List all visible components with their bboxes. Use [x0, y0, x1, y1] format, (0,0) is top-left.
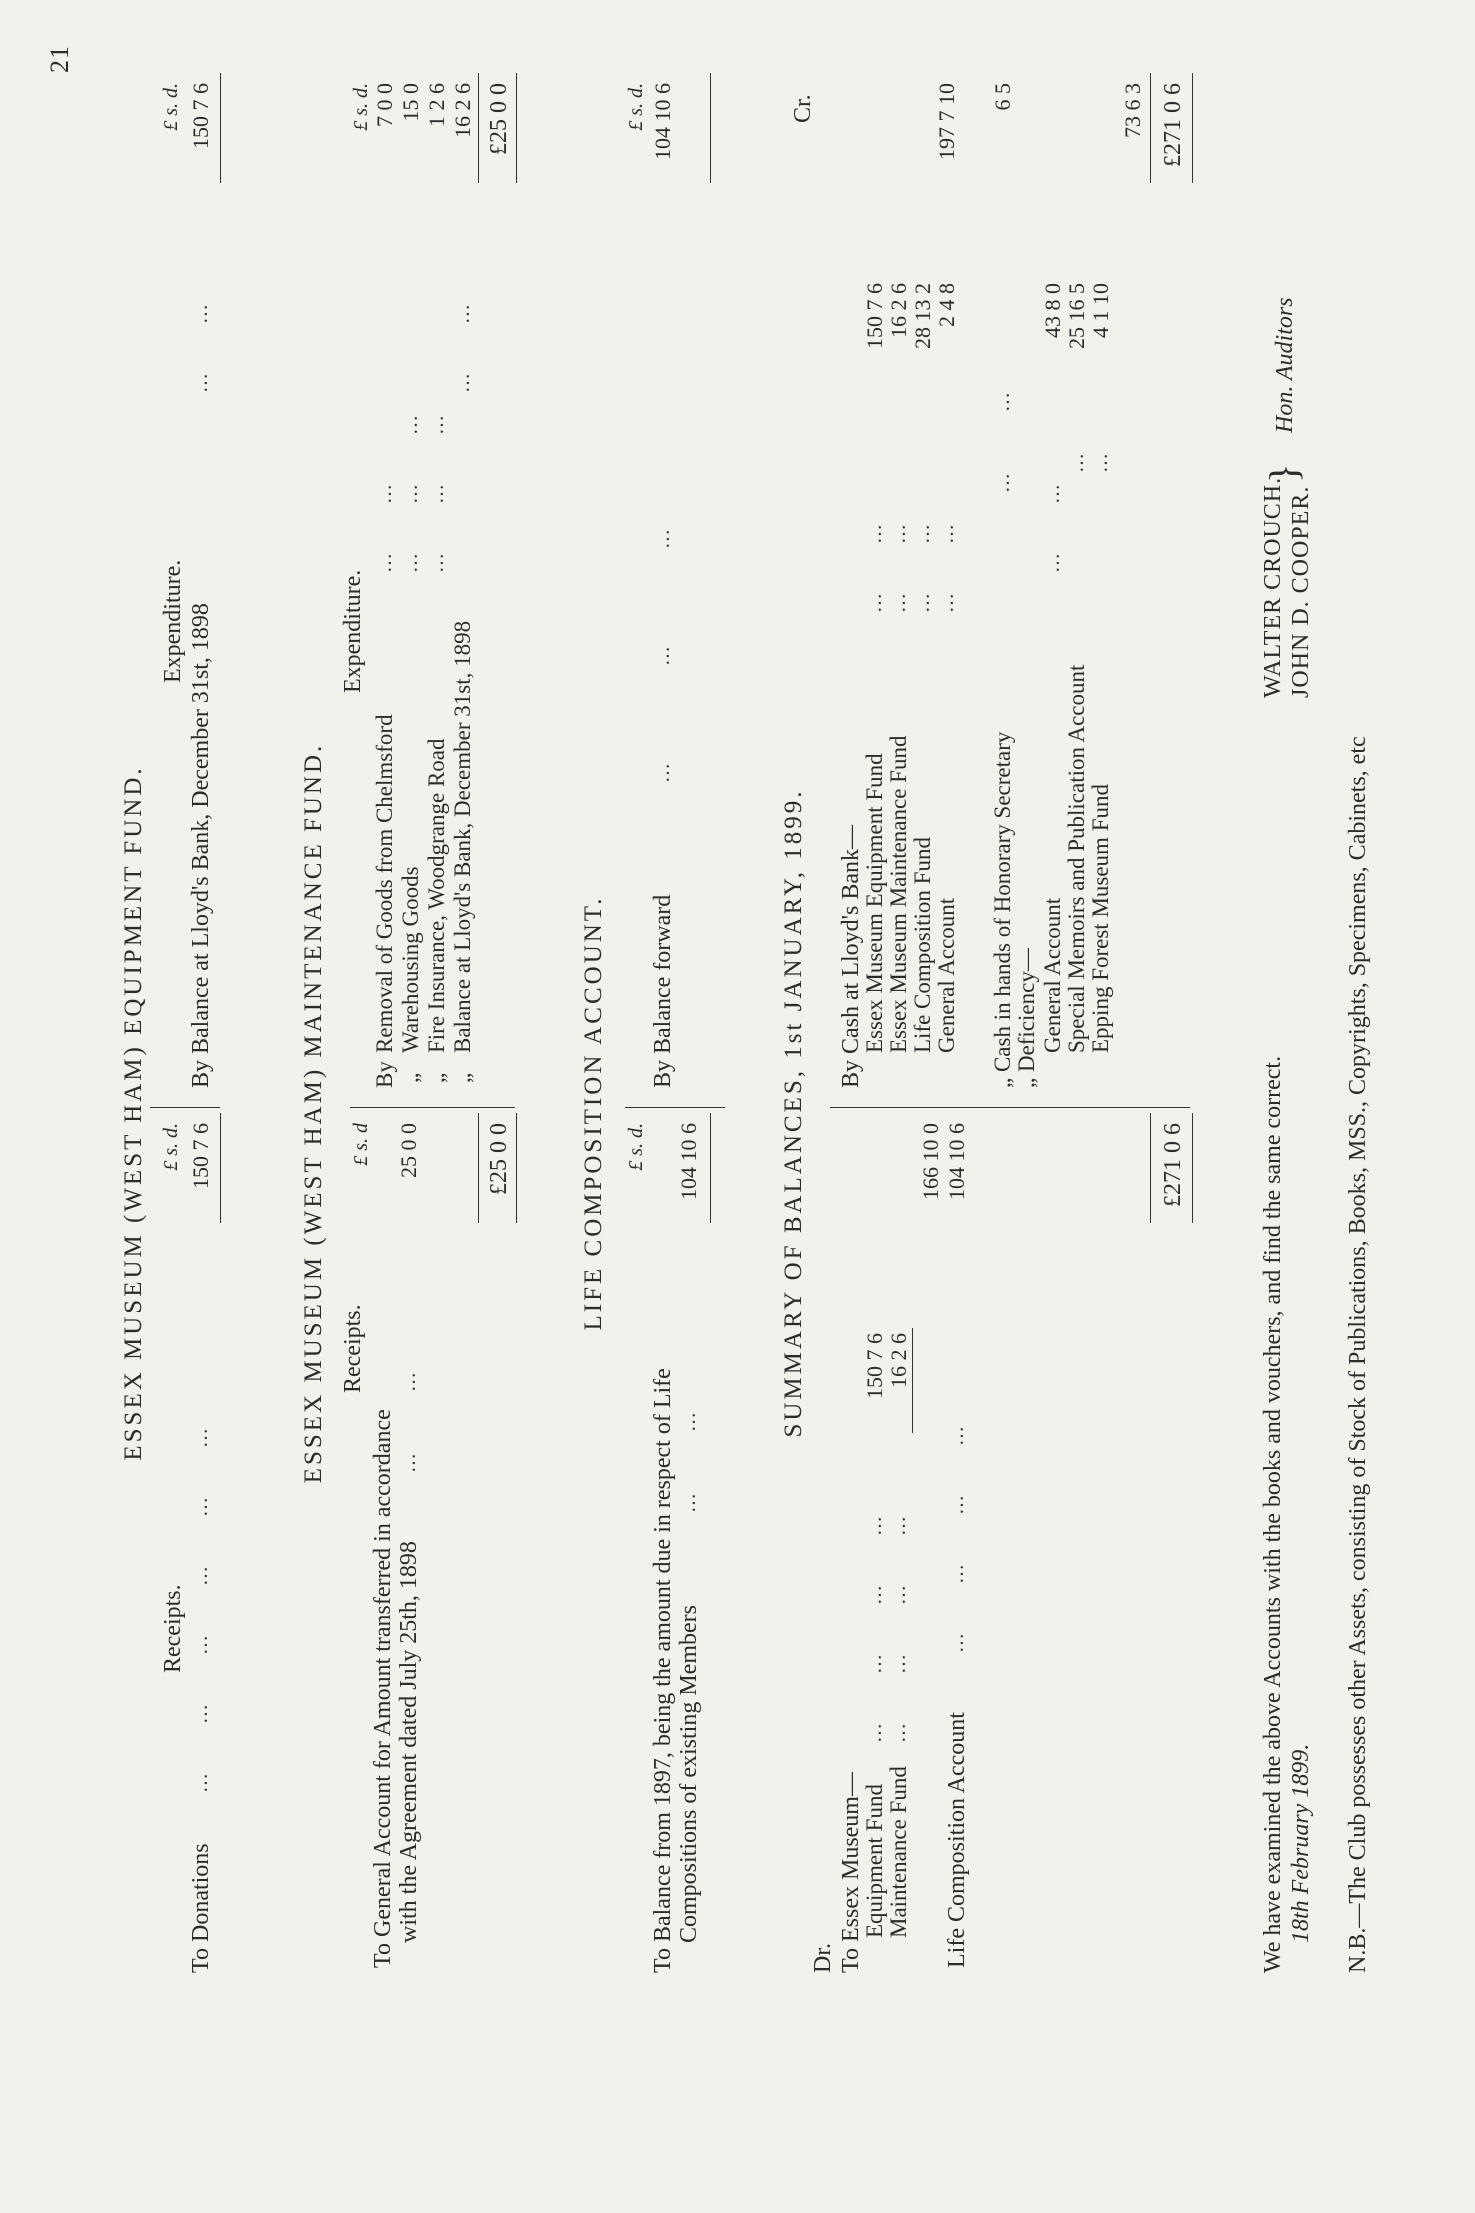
summary-bank-item-4-label: General Account: [934, 897, 959, 1053]
life-receipt-amount: 104 10 6: [676, 1123, 701, 1200]
summary-left-item-2-amount: 16 2 6: [886, 1333, 911, 1388]
summary-bank-item-4-amount: 2 4 8: [934, 283, 959, 327]
summary-right-total: £271 0 6: [1160, 83, 1186, 167]
summary-left-heading: To Essex Museum—: [838, 1772, 864, 1973]
maintenance-exp-4-prefix: „: [450, 1072, 475, 1083]
summary-deficiency-item-3-amount: 4 1 10: [1088, 283, 1113, 338]
summary-right-heading: By Cash at Lloyd's Bank—: [838, 825, 864, 1088]
summary-bank-item-1-label: Essex Museum Equipment Fund: [862, 753, 887, 1053]
equipment-expenditure-label: Expenditure.: [160, 559, 186, 683]
summary-deficiency-item-3-label: Epping Forest Museum Fund: [1088, 784, 1113, 1053]
summary-left-item-1-amount: 150 7 6: [862, 1333, 887, 1399]
maintenance-receipt-line-2: with the Agreement dated July 25th, 1898: [396, 1541, 422, 1943]
summary-life-amount: 104 10 6: [944, 1123, 969, 1200]
maintenance-receipt-total: £25 0 0: [486, 1123, 512, 1195]
equipment-fund-title: ESSEX MUSEUM (WEST HAM) EQUIPMENT FUND.: [120, 765, 147, 1461]
summary-bank-item-1-amount: 150 7 6: [862, 283, 887, 349]
life-expenditure-line: By Balance forward: [650, 894, 676, 1088]
maintenance-exp-1-prefix: By: [372, 1061, 397, 1088]
summary-deficiency-item-1-amount: 43 8 0: [1040, 283, 1065, 338]
equipment-expenditure-amount: 150 7 6: [188, 83, 213, 149]
life-currency-right: £ s. d.: [625, 83, 647, 131]
maintenance-exp-2-label: Warehousing Goods: [398, 866, 423, 1053]
life-receipt-line-2: Compositions of existing Members: [676, 1605, 702, 1943]
maintenance-exp-3-label: Fire Insurance, Woodgrange Road: [424, 738, 449, 1053]
summary-deficiency-item-1-label: General Account: [1040, 897, 1065, 1053]
equipment-receipt-line: To Donations: [188, 1843, 214, 1973]
equipment-receipt-amount: 150 7 6: [188, 1123, 213, 1189]
summary-title: SUMMARY OF BALANCES, 1st JANUARY, 1899.: [780, 788, 807, 1438]
maintenance-exp-3-prefix: „: [424, 1072, 449, 1083]
equipment-receipts-label: Receipts.: [160, 1584, 186, 1673]
summary-bank-item-3-amount: 28 13 2: [910, 283, 935, 349]
equipment-currency-left: £ s. d.: [160, 1123, 182, 1171]
life-receipt-line-1: To Balance from 1897, being the amount due in respect of Life: [650, 1368, 676, 1973]
audit-role: Hon. Auditors: [1272, 297, 1298, 433]
maintenance-receipt-line-1: To General Account for Amount transferred in accordance: [370, 1409, 396, 1968]
life-currency-left: £ s. d.: [625, 1123, 647, 1171]
summary-left-item-1-label: Equipment Fund: [862, 1784, 887, 1938]
equipment-currency-right: £ s. d.: [160, 83, 182, 131]
maintenance-exp-1-label: Removal of Goods from Chelmsford: [372, 714, 397, 1053]
maintenance-fund-title: ESSEX MUSEUM (WEST HAM) MAINTENANCE FUND.: [300, 742, 327, 1484]
summary-left-total: £271 0 6: [1160, 1123, 1186, 1207]
maintenance-currency-right: £ s. d.: [350, 83, 372, 131]
audit-statement: We have examined the above Accounts with the books and vouchers, and find the same correct.: [1260, 1055, 1286, 1973]
maintenance-exp-4-amount: 16 2 6: [450, 83, 475, 138]
maintenance-exp-4-label: Balance at Lloyd's Bank, December 31st, 1898: [450, 620, 475, 1053]
summary-left-subtotal: 166 10 0: [918, 1123, 943, 1200]
summary-bank-item-2-label: Essex Museum Maintenance Fund: [886, 735, 911, 1053]
maintenance-exp-2-prefix: „: [398, 1072, 423, 1083]
maintenance-exp-2-amount: 15 0: [398, 83, 423, 122]
summary-deficiency-item-2-amount: 25 16 5: [1064, 283, 1089, 349]
page-number: 21: [45, 45, 74, 73]
summary-cr: Cr.: [790, 94, 816, 123]
maintenance-expenditure-total: £25 0 0: [486, 83, 512, 155]
maintenance-exp-3-amount: 1 2 6: [424, 83, 449, 127]
maintenance-currency-left: £ s. d: [350, 1123, 372, 1166]
audit-date: 18th February 1899.: [1288, 1743, 1314, 1943]
maintenance-receipts-label: Receipts.: [340, 1304, 366, 1393]
maintenance-exp-1-amount: 7 0 0: [372, 83, 397, 127]
summary-deficiency-item-2-label: Special Memoirs and Publication Account: [1064, 664, 1089, 1053]
life-composition-title: LIFE COMPOSITION ACCOUNT.: [580, 895, 607, 1331]
summary-deficiency-total: 73 6 3: [1120, 83, 1145, 138]
summary-bank-total: 197 7 10: [934, 83, 959, 160]
summary-bank-item-2-amount: 16 2 6: [886, 283, 911, 338]
maintenance-receipt-amount: 25 0 0: [396, 1123, 421, 1178]
summary-deficiency-label: „ Deficiency—: [1014, 948, 1039, 1088]
equipment-expenditure-line: By Balance at Lloyd's Bank, December 31st, 1898: [188, 603, 214, 1088]
life-expenditure-amount: 104 10 6: [650, 83, 675, 160]
summary-left-item-2-label: Maintenance Fund: [886, 1766, 911, 1938]
summary-cash-amount: 6 5: [990, 83, 1015, 111]
maintenance-expenditure-label: Expenditure.: [340, 569, 366, 693]
assets-note: N.B.—The Club possesses other Assets, consisting of Stock of Publications, Books, MSS., Copyrights, Specimens, Cabinets, etc: [1345, 736, 1371, 1973]
summary-bank-item-3-label: Life Composition Fund: [910, 837, 935, 1053]
rotated-page: 21 ESSEX MUSEUM (WEST HAM) EQUIPMENT FUND. Receipts. Expenditure. £ s. d. £ s. d. To Donations … … … … … … 150 7 6 By Balance at Lloyd's Bank, December 31st, 1898 … … 150 7 6 ESSEX MUSEUM (WEST HAM) MAINTENANCE FUND. Receipts. Expenditure. £ s. d £ s. d. To General Account for Amount transferred in accordance with the Agreement dated July 25th, 1898 … … 25 0 0 By Removal of Goods from Chelmsford 7 0 0 „ Warehousing Goods 15 0 „ Fire Insurance, Woodgrange Road 1 2 6 „ Balance at Lloyd's Bank, December 31st, 1898 16 2 6 … … … … … … … … … … £25 0 0 £25 0 0 LIFE COMPOSITION ACCOUNT. £ s. d. £ s. d. To Balance from 1897, being the amount due in respect of Life Compositions of existing Members … … 104 10 6 By Balance forward … … … 104 10 6 SUMMARY OF BALANCES, 1st JANUARY, 1899. Dr. Cr. To Essex Museum— Equipment Fund 150 7 6 Maintenance Fund 16 2 6 166 10 0 Life Composition Account 104 10 6 … … … … … … … … … … … … By Cash at Lloyd's Bank— Essex Museum Equipment Fund 150 7 6 Essex Museum Maintenance Fund 16 2 6 Life Composition Fund 28 13 2 General Account 2 4 8 … … … … … … … … 197 7 10 „ Cash in hands of Honorary Secretary … … 6 5 „ Deficiency— General Account 43 8 0 Special Memoirs and Publication Account 25 16 5 Epping Forest Museum Fund 4 1 10 … … … … 73 6 3 £271 0 6 £271 0 6 We have examined the above Accounts with the books and vouchers, and find the same correct. 18th February 1899. WALTER CROUCH. JOHN D. COOPER. } Hon. Auditors N.B.—The Club possesses other Assets, consisting of Stock of Publications, Books, MSS., Copyrights, Specimens, Cabinets, etc: [45, 45, 1371, 1973]
summary-life-label: Life Composition Account: [944, 1712, 970, 1968]
auditor-2: JOHN D. COOPER.: [1288, 485, 1314, 698]
auditor-1: WALTER CROUCH.: [1260, 476, 1286, 698]
summary-cash-label: „ Cash in hands of Honorary Secretary: [990, 731, 1015, 1088]
summary-dr: Dr.: [810, 1943, 836, 1973]
